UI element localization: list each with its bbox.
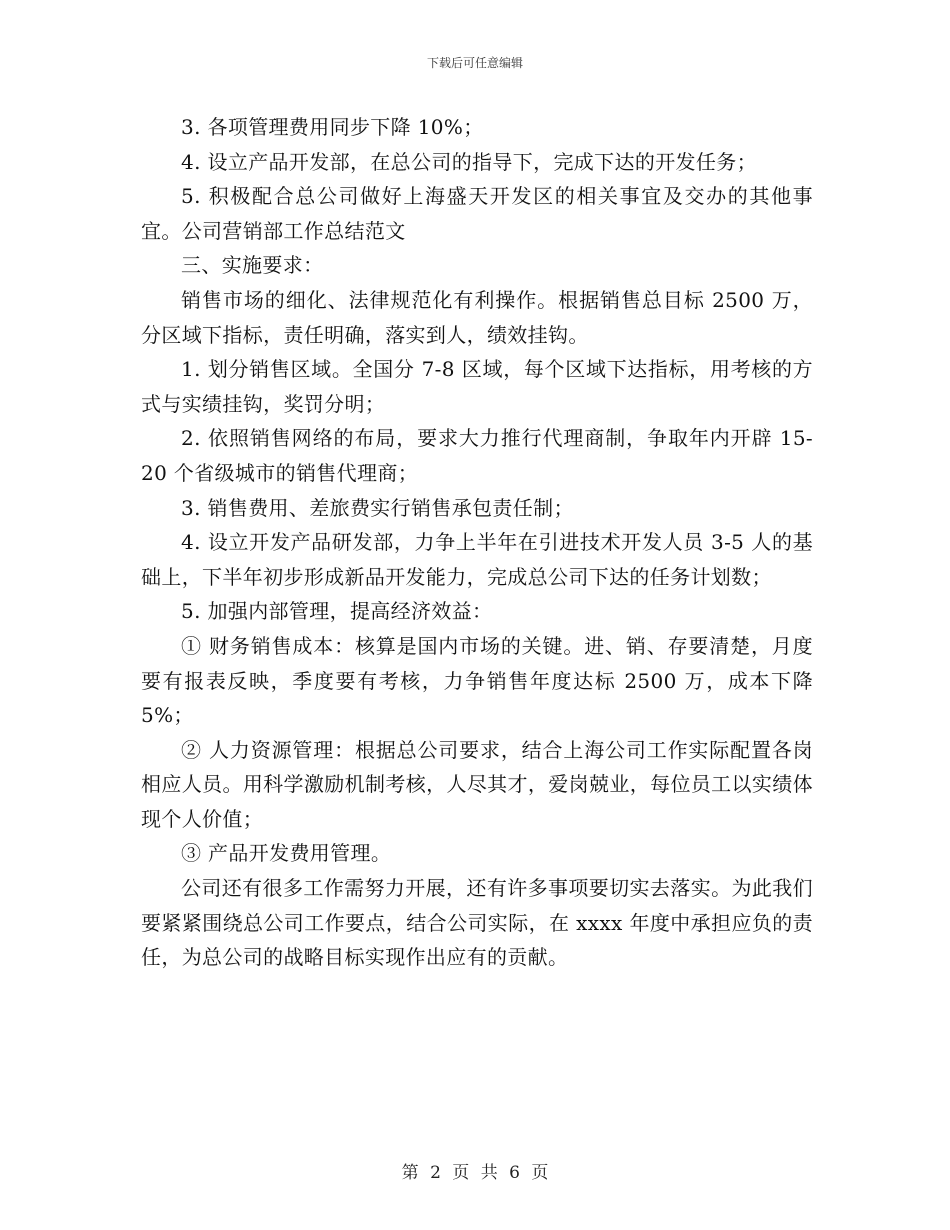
paragraph-1: 3. 各项管理费用同步下降 10%；: [181, 115, 484, 139]
paragraph-14: 公司还有很多工作需努力开展，还有许多事项要切实去落实。为此我们要紧紧围绕总公司工作要点，结合公司实际，在 xxxx 年度中承担应负的责任，为总公司的战略目标实现作出应有的贡献。: [141, 876, 813, 970]
page-header: 下载后可任意编辑: [426, 56, 523, 70]
paragraph-13: ③ 产品开发费用管理。: [181, 841, 392, 866]
document-body: [141, 110, 813, 975]
paragraph-7: 2. 依照销售网络的布局，要求大力推行代理商制，争取年内开辟 15-20 个省级城市的销售代理商；: [141, 426, 813, 485]
paragraph-6: 1. 划分销售区域。全国分 7-8 区域，每个区域下达指标，用考核的方式与实绩挂钩，奖罚分明；: [141, 357, 813, 416]
paragraph-3: 5. 积极配合总公司做好上海盛天开发区的相关事宜及交办的其他事宜。公司营销部工作总结范文: [141, 184, 813, 243]
paragraph-11: ① 财务销售成本：核算是国内市场的关键。进、销、存要清楚，月度要有报表反映，季度要有考核，力争销售年度达标 2500 万，成本下降 5%；: [141, 633, 813, 728]
paragraph-2: 4. 设立产品开发部，在总公司的指导下，完成下达的开发任务；: [181, 149, 757, 174]
paragraph-8: 3. 销售费用、差旅费实行销售承包责任制；: [181, 495, 574, 520]
section-heading: 三、实施要求：: [181, 253, 324, 278]
paragraph-9: 4. 设立开发产品研发部，力争上半年在引进技术开发人员 3-5 人的基础上，下半年初步形成新品开发能力，完成总公司下达的任务计划数；: [141, 530, 813, 589]
page-footer: 第 2 页 共 6 页: [401, 1163, 549, 1183]
paragraph-12: ② 人力资源管理：根据总公司要求，结合上海公司工作实际配置各岗相应人员。用科学激励机制考核，人尽其才，爱岗兢业，每位员工以实绩体现个人价值；: [141, 737, 813, 831]
paragraph-5: 销售市场的细化、法律规范化有利操作。根据销售总目标 2500 万，分区域下指标，责任明确，落实到人，绩效挂钩。: [141, 287, 813, 347]
paragraph-10: 5. 加强内部管理，提高经济效益：: [181, 599, 493, 624]
